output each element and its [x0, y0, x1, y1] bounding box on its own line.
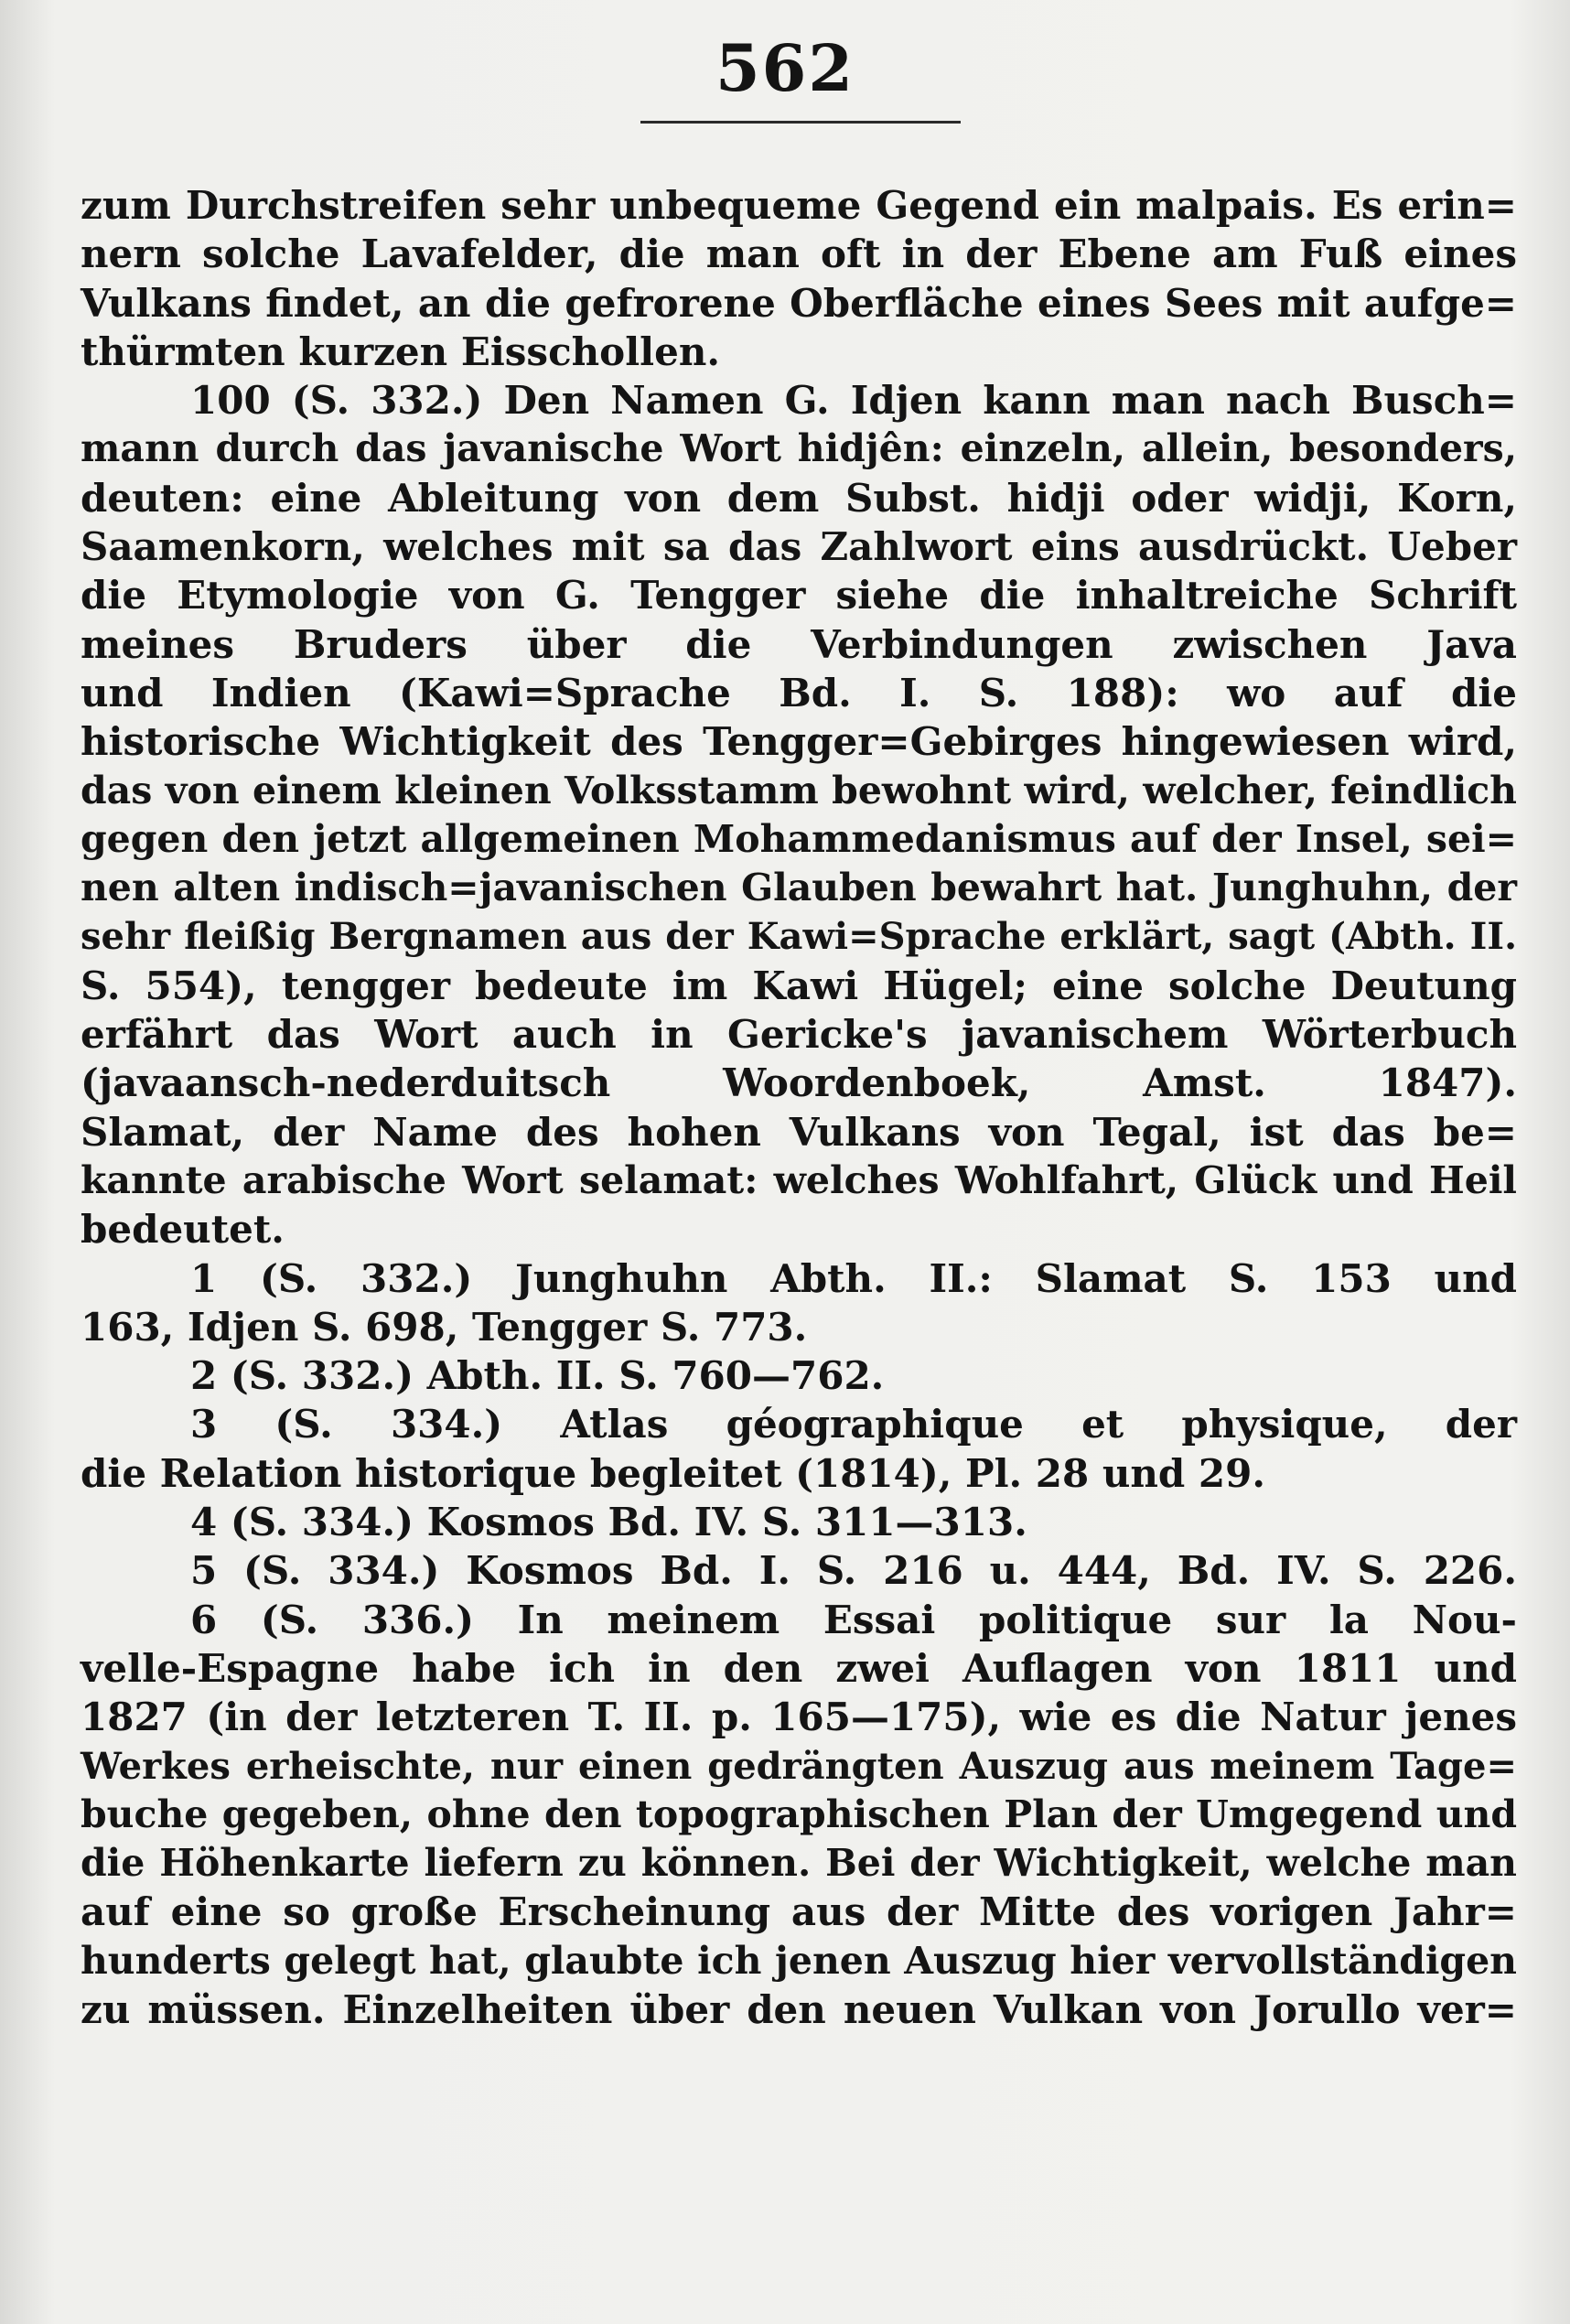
header-rule	[640, 121, 961, 124]
text-line: und Indien (Kawi=Sprache Bd. I. S. 188): wo auf die	[81, 670, 1517, 715]
text-line: Slamat, der Name des hohen Vulkans von Tegal, ist das be=	[81, 1109, 1517, 1155]
text-line: buche gegeben, ohne den topographischen Plan der Umgegend und	[81, 1791, 1517, 1836]
text-line: sehr fleißig Bergnamen aus der Kawi=Sprache erklärt, sagt (Abth. II.	[81, 915, 1517, 959]
text-line: 5 (S. 334.) Kosmos Bd. I. S. 216 u. 444, Bd. IV. S. 226.	[190, 1548, 1517, 1594]
text-line: 1 (S. 332.) Junghuhn Abth. II.: Slamat S. 153 und	[190, 1255, 1517, 1301]
text-line: nen alten indisch=javanischen Glauben bewahrt hat. Junghuhn, der	[81, 866, 1517, 910]
text-line: erfährt das Wort auch in Gericke's javanischem Wörterbuch	[81, 1012, 1517, 1058]
text-line: die Relation historique begleitet (1814), Pl. 28 und 29.	[81, 1450, 1265, 1496]
text-line: S. 554), tengger bedeute im Kawi Hügel; eine solche Deutung	[81, 963, 1517, 1008]
text-line: 4 (S. 334.) Kosmos Bd. IV. S. 311—313.	[190, 1500, 1027, 1545]
text-line: 6 (S. 336.) In meinem Essai politique sur la Nou-	[190, 1597, 1517, 1642]
text-line: 3 (S. 334.) Atlas géographique et physique, der	[190, 1402, 1517, 1447]
text-line: bedeutet.	[81, 1207, 285, 1253]
text-line: 1827 (in der letzteren T. II. p. 165—175), wie es die Natur jenes	[81, 1695, 1517, 1740]
text-line: 100 (S. 332.) Den Namen G. Idjen kann man nach Busch=	[190, 378, 1517, 424]
page-number: 562	[715, 30, 855, 106]
text-line: thürmten kurzen Eisschollen.	[81, 328, 720, 374]
text-line: gegen den jetzt allgemeinen Mohammedanismus auf der Insel, sei=	[81, 816, 1517, 861]
text-line: hunderts gelegt hat, glaubte ich jenen Auszug hier vervollständigen	[81, 1938, 1517, 1983]
text-line: auf eine so große Erscheinung aus der Mitte des vorigen Jahr=	[81, 1889, 1517, 1935]
text-line: Vulkans findet, an die gefrorene Oberfläche eines Sees mit aufge=	[81, 280, 1517, 326]
text-line: 2 (S. 332.) Abth. II. S. 760—762.	[190, 1353, 885, 1399]
text-line: das von einem kleinen Volksstamm bewohnt wird, welcher, feindlich	[81, 768, 1517, 812]
text-line: meines Bruders über die Verbindungen zwischen Java	[81, 621, 1517, 667]
text-line: nern solche Lavafelder, die man oft in der Ebene am Fuß eines	[81, 231, 1517, 277]
text-line: zu müssen. Einzelheiten über den neuen Vulkan von Jorullo ver=	[81, 1986, 1517, 2032]
text-line: Werkes erheischte, nur einen gedrängten Auszug aus meinem Tage=	[81, 1744, 1517, 1788]
text-line: die Etymologie von G. Tengger siehe die inhaltreiche Schrift	[81, 573, 1517, 619]
text-line: die Höhenkarte liefern zu können. Bei der Wichtigkeit, welche man	[81, 1841, 1517, 1886]
text-line: deuten: eine Ableitung von dem Subst. hidji oder widji, Korn,	[81, 475, 1517, 521]
body-text	[81, 181, 1517, 2034]
text-line: velle-Espagne habe ich in den zwei Auflagen von 1811 und	[81, 1645, 1517, 1691]
text-line: zum Durchstreifen sehr unbequeme Gegend ein malpais. Es erin=	[81, 183, 1517, 228]
text-line: mann durch das javanische Wort hidjên: einzeln, allein, besonders,	[81, 426, 1517, 471]
text-line: kannte arabische Wort selamat: welches Wohlfahrt, Glück und Heil	[81, 1157, 1517, 1202]
text-line: historische Wichtigkeit des Tengger=Gebirges hingewiesen wird,	[81, 719, 1517, 765]
text-line: Saamenkorn, welches mit sa das Zahlwort eins ausdrückt. Ueber	[81, 524, 1517, 570]
text-line: 163, Idjen S. 698, Tengger S. 773.	[81, 1304, 808, 1350]
text-line: (javaansch-nederduitsch Woordenboek, Amst. 1847).	[81, 1060, 1517, 1106]
